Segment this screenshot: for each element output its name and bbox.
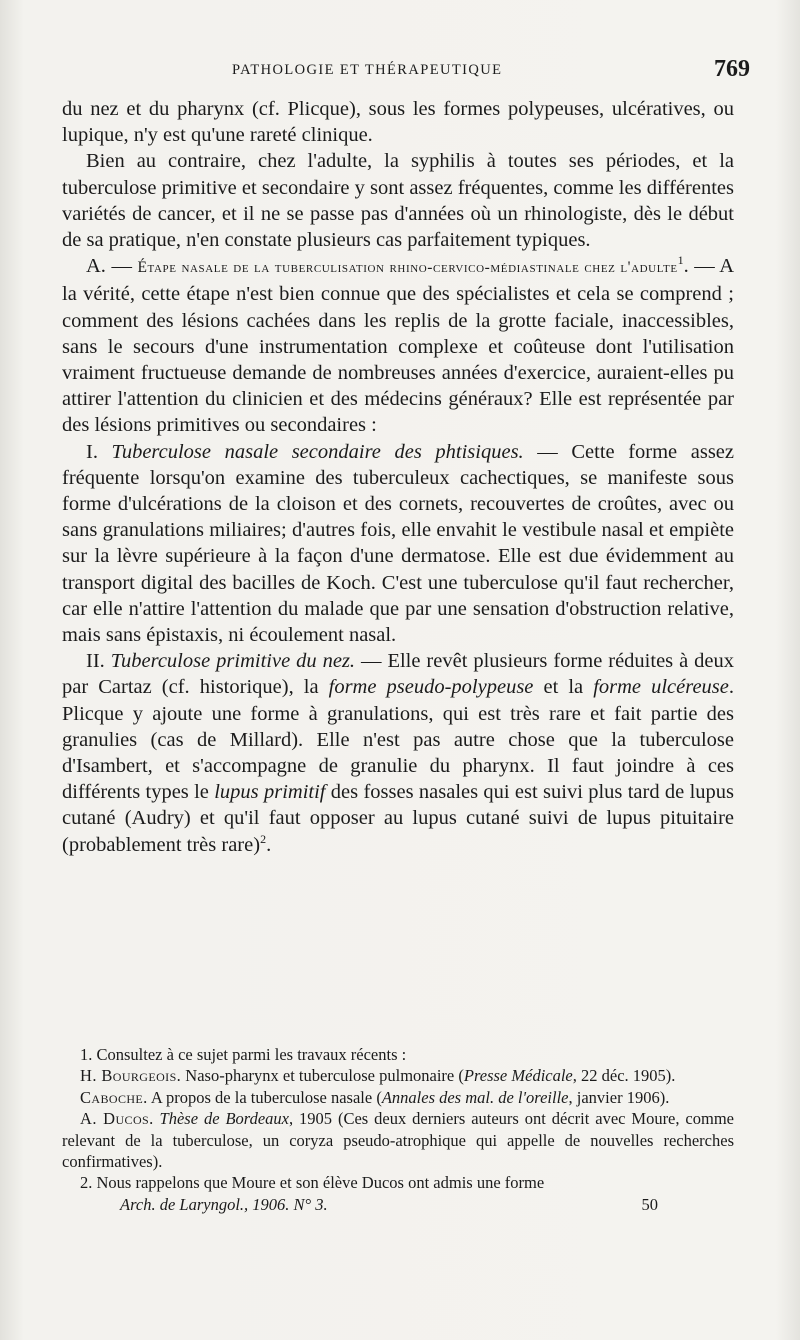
page-header xyxy=(62,56,750,88)
section-label-i: I. xyxy=(86,440,98,463)
footnote-1-intro: 1. Consultez à ce sujet parmi les travaux récents : xyxy=(80,1045,407,1064)
signature-line xyxy=(62,1194,734,1215)
footnotes xyxy=(62,1044,734,1215)
paragraph-5-text-a: — Elle revêt plusieurs forme réduites à deux par Cartaz (cf. historique), la xyxy=(62,650,735,699)
paragraph-2: Bien au contraire, chez l'adulte, la syphilis à toutes ses périodes, et la tuberculose primitive et secondaire y sont assez fréquentes, comme les différentes variétés de cancer, et il ne se passe pas d'années où un rhinologiste, dès le début de sa pratique, n'en constate plusieurs cas parfaitement typiques. xyxy=(62,150,734,252)
section-title-i: Tuberculose nasale secondaire des phtisiques. xyxy=(111,440,524,463)
journal-annales: Annales des mal. de l'oreille xyxy=(381,1087,569,1107)
paragraph-3 xyxy=(62,253,734,438)
signature-number: 50 xyxy=(641,1194,658,1214)
footnote-1-ref-caboche xyxy=(62,1087,734,1108)
paragraph-5-text-b: et la xyxy=(533,676,594,699)
signature-journal: Arch. de Laryngol., 1906. N° 3. xyxy=(120,1194,328,1214)
body-text xyxy=(62,96,734,858)
ref-caboche-text: A propos de la tuberculose nasale ( xyxy=(147,1087,382,1107)
author-ducos: A. Ducos. xyxy=(80,1109,154,1129)
paragraph-3-text: . — A la vérité, cette étape n'est bien connue que des spécialistes et cela se comprend ; comment des lésions cachées dans les replis de la grotte faciale, inaccessibles, sans le secours d'une instrumentation complexe et coûteuse dont l'utilisation vraiment fructueuse demande de nombreuses années d'exercice, auraient-elles pu attirer l'attention du clinicien et des médecins généraux? Elle est représentée par des lésions primitives ou secondaires : xyxy=(62,255,734,437)
term-lupus-primitif: lupus primitif xyxy=(214,781,326,804)
term-ulcereuse: forme ulcéreuse xyxy=(593,676,729,699)
footnote-2: 2. Nous rappelons que Moure et son élève Ducos ont admis une forme xyxy=(80,1173,545,1193)
paragraph-5-text-d: des fosses nasales qui est suivi plus tard de lupus cutané (Audry) et qu'il faut opposer au lupus cutané suivi de lupus pituitaire (probablement très rare) xyxy=(62,781,734,856)
journal-presse-medicale: Presse Médicale xyxy=(463,1066,573,1086)
author-caboche: Caboche. xyxy=(80,1087,148,1107)
paragraph-4-text: — Cette forme assez fréquente lorsqu'on examine des tuberculeux cachectiques, se manifeste sous forme d'ulcérations de la cloison et des cornets, recouvertes de croûtes, avec ou sans granulations miliaires; d'autres fois, elle envahit le vestibule nasal et empiète sur la lèvre supérieure à la façon d'une dermatose. Elle est due évidemment au transport digital des bacilles de Koch. C'est une tuberculose qu'il faut rechercher, car elle n'attire l'attention du malade que par une sensation d'obstruction relative, mais sans épistaxis, ni écoulement nasal. xyxy=(62,440,734,647)
running-head: PATHOLOGIE ET THÉRAPEUTIQUE xyxy=(232,62,503,78)
ref-bourgeois-text: Naso-pharynx et tuberculose pulmonaire ( xyxy=(181,1066,464,1086)
footnote-1-ref-ducos xyxy=(62,1108,734,1172)
author-bourgeois: H. Bourgeois. xyxy=(80,1066,182,1086)
paragraph-1: du nez et du pharynx (cf. Plicque), sous les formes polypeuses, ulcératives, ou lupique, n'y est qu'une rareté clinique. xyxy=(62,98,734,147)
page-number: 769 xyxy=(714,56,750,82)
footnote-ref-1: 1 xyxy=(677,253,684,268)
ref-ducos-text: , 1905 (Ces deux derniers auteurs ont décrit avec Moure, comme relevant de la tuberculose, un coryza pseudo-atrophique qui appelle de nouvelles recherches confirmatives). xyxy=(62,1109,734,1172)
ref-caboche-end: , janvier 1906). xyxy=(568,1087,670,1107)
paragraph-5-text-c: . Plicque y ajoute une forme à granulations, qui est très rare et fait partie des granulies (cas de Millard). Elle n'est pas autre chose que la tuberculose d'Isambert, et s'accompagne de granulie du pharynx. Il faut joindre à ces différents types le xyxy=(62,676,735,804)
footnote-1-ref-bourgeois xyxy=(62,1065,734,1086)
thesis-bordeaux: Thèse de Bordeaux xyxy=(153,1109,289,1129)
paragraph-5 xyxy=(62,648,734,858)
ref-bourgeois-end: , 22 déc. 1905). xyxy=(572,1066,676,1086)
section-label-a: A. — xyxy=(86,255,132,278)
term-pseudo-polypeuse: forme pseudo-polypeuse xyxy=(328,676,534,699)
footnote-ref-2: 2 xyxy=(260,831,267,846)
paragraph-5-end: . xyxy=(266,833,272,856)
paragraph-4 xyxy=(62,439,734,649)
section-title-ii: Tuberculose primitive du nez. xyxy=(110,650,356,673)
section-title-a: Étape nasale de la tuberculisation rhino-cervico-médiastinale chez l'adulte xyxy=(137,259,678,277)
section-label-ii: II. xyxy=(86,650,105,673)
